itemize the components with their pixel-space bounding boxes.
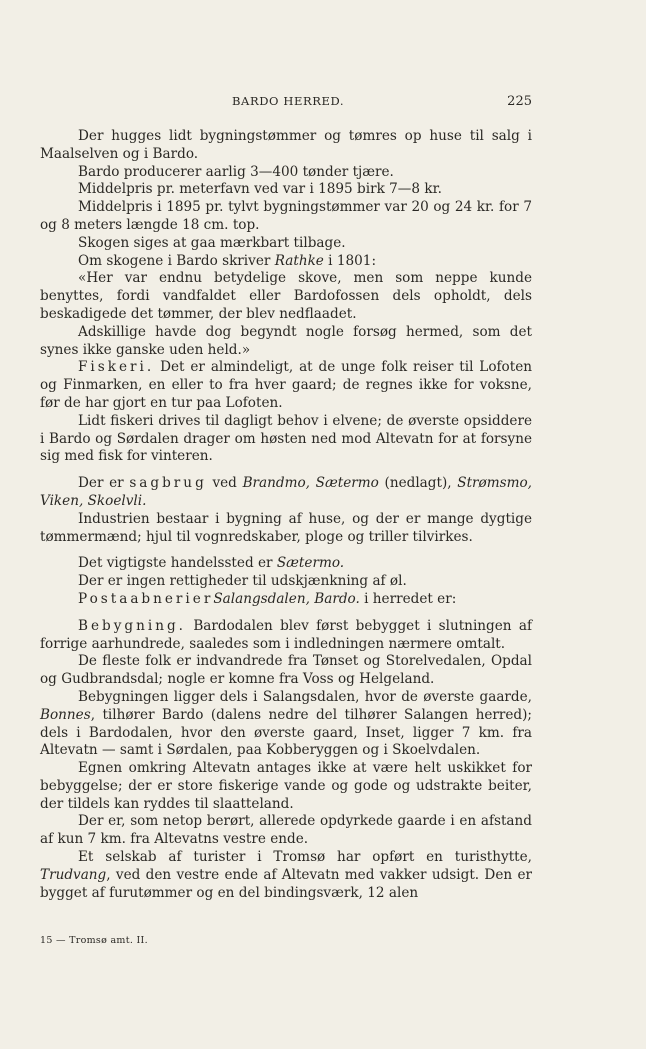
paragraph-text: Der er	[78, 475, 130, 492]
paragraph	[40, 573, 532, 591]
paragraph	[40, 181, 532, 199]
paragraph	[40, 164, 532, 182]
paragraph	[40, 555, 532, 573]
italic-term: Bonnes	[40, 706, 91, 723]
paragraph	[40, 324, 532, 360]
italic-term: Trudvang	[40, 866, 107, 883]
paragraph-text: Egnen omkring Altevatn antages ikke at være helt uskikket for bebyggelse; der er store fiskerige vande og gode og udstrakte beiter, der tildels kan ryddes til slaatteland.	[40, 760, 532, 812]
signature-mark: 15 — Tromsø amt. II.	[40, 935, 148, 946]
paragraph	[40, 235, 532, 253]
paragraph-text: Bardo producerer aarlig 3—400 tønder tjære.	[78, 163, 394, 180]
paragraph	[40, 849, 532, 902]
paragraph-text: Om skogene i Bardo skriver	[78, 252, 275, 269]
page-number: 225	[507, 94, 532, 109]
paragraph-text: Bardodalen blev først bebygget i slutningen af forrige aarhundrede, saaledes som i indledningen nærmere omtalt.	[40, 617, 532, 652]
paragraph	[40, 475, 532, 511]
header-title: BARDO HERRED.	[232, 94, 345, 108]
italic-term: Sætermo.	[276, 555, 345, 572]
paragraph-text: Middelpris i 1895 pr. tylvt bygningstømmer var 20 og 24 kr. for 7 og 8 meters længde 18 cm. top.	[40, 199, 532, 233]
paragraph	[40, 653, 532, 689]
paragraph	[40, 591, 532, 609]
paragraph-text: i herredet er:	[359, 590, 457, 607]
paragraph-text: Lidt fiskeri drives til dagligt behov i elvene; de øverste opsiddere i Bardo og Sørdalen drager om høsten ned mod Altevatn for at forsyne sig med fisk for vinteren.	[40, 412, 532, 465]
paragraph-text: Det vigtigste handelssted er	[78, 555, 277, 572]
paragraph-text: Skogen siges at gaa mærkbart tilbage.	[78, 234, 346, 251]
paragraph-text: , ved den vestre ende af Altevatn med vakker udsigt. Den er bygget af furutømmer og en del bindingsværk, 12 alen	[40, 866, 532, 901]
italic-term: Salangsdalen, Bardo.	[213, 590, 360, 607]
italic-term: Brandmo, Sætermo	[242, 475, 379, 492]
paragraph	[40, 618, 532, 654]
paragraph	[40, 253, 532, 271]
paragraph	[40, 270, 532, 323]
paragraph-text: «Her var endnu betydelige skove, men som neppe kunde benyttes, fordi vandfaldet eller Bardofossen dels opholdt, dels beskadigede det tømmer, der blev nedflaadet.	[40, 270, 532, 322]
section-heading: sagbrug	[129, 475, 207, 492]
paragraph-text: Middelpris pr. meterfavn ved var i 1895 birk 7—8 kr.	[78, 181, 442, 198]
paragraph	[40, 511, 532, 547]
section-heading: Postaabnerier	[78, 590, 214, 607]
paragraph-text: , tilhører Bardo (dalens nedre del tilhører Salangen herred); dels i Bardodalen, hvor den øverste gaard, Inset, ligger 7 km. fra Altevatn — samt i Sørdalen, paa Kobberyggen og i Skoelvdalen.	[40, 706, 532, 759]
italic-term: Strømsmo, Viken, Skoelvli.	[40, 475, 532, 509]
paragraph-text: Der er, som netop berørt, allerede opdyrkede gaarde i en afstand af kun 7 km. fra Altevatns vestre ende.	[40, 813, 532, 848]
paragraph-text: Et selskab af turister i Tromsø har opført en turisthytte,	[78, 849, 532, 866]
paragraph	[40, 128, 532, 164]
section-heading: Fiskeri.	[78, 359, 155, 376]
paragraph-text: Der hugges lidt bygningstømmer og tømres op huse til salg i Maalselven og i Bardo.	[40, 128, 532, 162]
paragraph	[40, 760, 532, 813]
paragraph-text: Industrien bestaar i bygning af huse, og der er mange dygtige tømmermænd; hjul til vognredskaber, ploge og triller tilvirkes.	[40, 510, 532, 545]
paragraph-text: De fleste folk er indvandrede fra Tønset og Storelvedalen, Opdal og Gudbrandsdal; nogle er komne fra Voss og Helgeland.	[40, 653, 532, 688]
paragraph	[40, 199, 532, 235]
paragraph-text: Bebygningen ligger dels i Salangsdalen, hvor de øverste gaarde,	[78, 688, 532, 705]
running-header	[40, 94, 532, 110]
paragraph	[40, 813, 532, 849]
section-heading: Bebygning.	[78, 617, 186, 634]
paragraph-text: ved	[206, 475, 243, 492]
paragraph-text: Det er almindeligt, at de unge folk reiser til Lofoten og Finmarken, en eller to fra hver gaard; de regnes ikke for voksne, før de har gjort en tur paa Lofoten.	[40, 359, 532, 411]
paragraph-text: Der er ingen rettigheder til udskjænkning af øl.	[78, 573, 407, 590]
paragraph-text: (nedlagt),	[378, 475, 458, 492]
paragraph	[40, 413, 532, 466]
body-text	[40, 128, 532, 902]
paragraph	[40, 689, 532, 760]
paragraph-text: Adskillige havde dog begyndt nogle forsøg hermed, som det synes ikke ganske uden held.»	[40, 323, 532, 358]
paragraph-text: i 1801:	[323, 252, 377, 269]
italic-term: Rathke	[274, 252, 324, 269]
paragraph	[40, 359, 532, 412]
